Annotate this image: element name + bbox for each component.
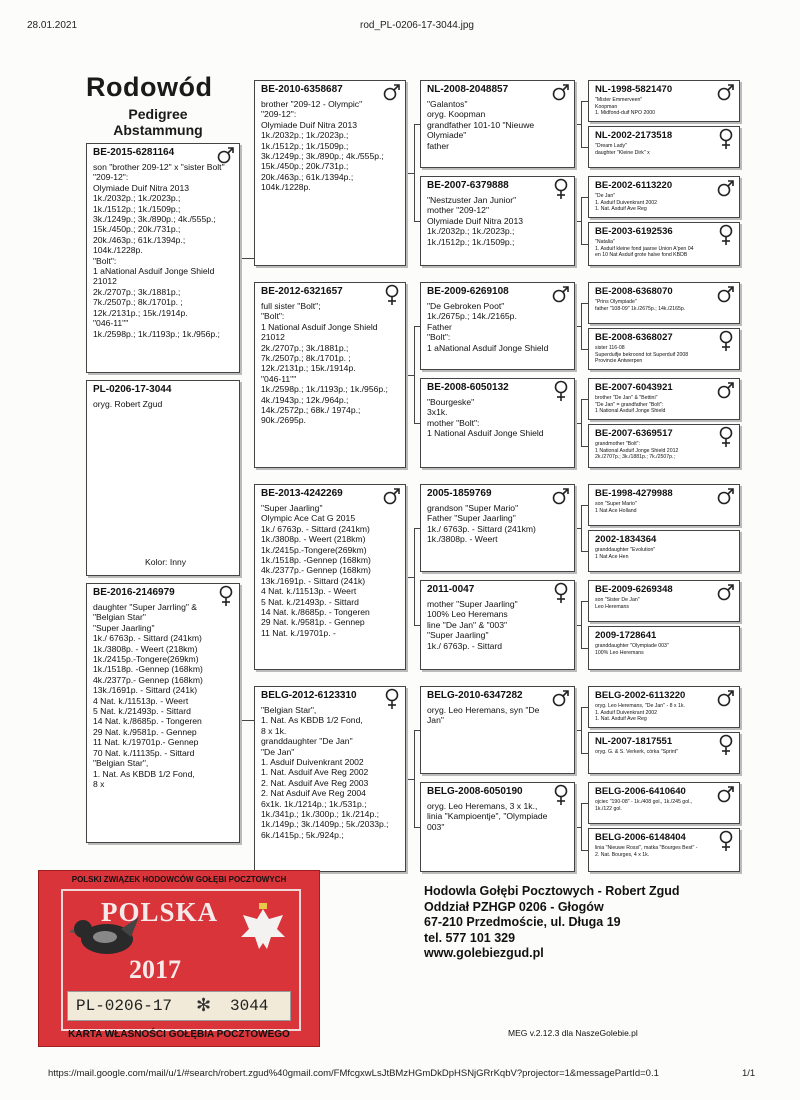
box-description: granddaughter "Olympiade 003" 100% Leo Heremans (595, 643, 669, 656)
connector-line (581, 101, 588, 102)
female-icon (383, 284, 401, 306)
connector-line (581, 505, 582, 551)
ring-number: BE-2008-6368070 (595, 286, 673, 297)
ring-prefix: PL-0206-17 (76, 997, 173, 1015)
pedigree-box-self (86, 380, 240, 576)
female-icon (717, 330, 735, 352)
pedigree-box-gen4-16 (588, 828, 740, 872)
connector-line (581, 707, 582, 753)
box-description: son "brother 209-12" x "sister Bolt" "209-12": Olymiade Duif Nitra 2013 1k./2032p.; 1k./2023p.; 1k./1512p.; 1k./1509p.; 3k./1249p.; 3k./890p.; 4k./555p.; 15k./450p.; 20k./731p.; 20k./463p.; 61k./1394p.; 104k./1228p. "Bolt": 1 aNational Asduif Jonge Shield 21012 2k./2707p.; 3k./1881p.; 7k./2507p.; 8k./1701p. ; 12k./2131p.; 15k./1914p. "046-11"" 1k./2598p.; 1k./1193p.; 1k./956p.; (93, 162, 225, 339)
pedigree-box-gen3-7 (420, 686, 575, 774)
pedigree-box-gen4-15 (588, 782, 740, 824)
connector-line (581, 648, 588, 649)
connector-line (406, 779, 414, 780)
pedigree-box-gen4-10 (588, 530, 740, 572)
color-label: Kolor: Inny (145, 557, 187, 567)
ring-number: BELG-2010-6347282 (427, 690, 523, 701)
ring-number: BELG-2012-6123310 (261, 690, 357, 701)
card-country: POLSKA (101, 897, 219, 927)
box-description: "Prins Olympiade" father "108-09" 1k./2675p.; 14k./2165p. (595, 299, 686, 312)
box-description: "Super Jaarling" Olympic Ace Cat G 2015 1k./ 6763p. - Sittard (241km) 1k./3808p. - Weert (218km) 1k./2415p.-Tongere(269km) 1k./1518p. -Gennep (168km) 4k./2377p.- Gennep (168km) 13k./1691p. - Sittard (241k) 4 Nat. k./11513p. - Weert 5 Nat. k./21493p. - Sittard 14 Nat. k./8685p. - Tongeren 29 Nat. k./9581p. - Gennep 11 Nat. k./19701p. - (261, 503, 371, 638)
ring-number: BELG-2006-6148404 (595, 832, 686, 843)
pedigree-box-grandsire-2 (254, 484, 406, 670)
box-description: "De Jan" 1. Asduif Duivenkrant 2002 1. Nat. Asduif Ave Reg (595, 193, 658, 213)
male-icon (717, 284, 735, 306)
connector-line (581, 147, 588, 148)
ring-number: 2011-0047 (427, 584, 475, 595)
male-icon (552, 284, 570, 306)
card-year: 2017 (129, 955, 181, 984)
connector-line (414, 528, 415, 625)
male-icon (717, 486, 735, 508)
female-icon (217, 585, 235, 607)
female-icon (717, 830, 735, 852)
male-icon (717, 178, 735, 200)
box-description: "Galantos" oryg. Koopman grandfather 101-10 "Nieuwe Olymiade" father (427, 99, 535, 151)
ring-number: BE-2008-6050132 (427, 382, 509, 393)
ring-number: BE-2003-6192536 (595, 226, 673, 237)
connector-line (581, 803, 582, 850)
connector-line (581, 850, 588, 851)
connector-line (240, 720, 254, 721)
connector-line (581, 197, 588, 198)
pedigree-box-granddam-1 (254, 282, 406, 468)
ring-number: BE-2015-6281164 (93, 147, 175, 158)
box-description: brother "De Jan" & "Bettini" "De Jan" = grandfather "Bolt": 1 National Asduif Jonge Shield (595, 395, 666, 415)
box-description: granddaughter "Evolution" 1 Nat Ace Hen (595, 547, 656, 560)
pedigree-box-gen4-1 (588, 80, 740, 122)
box-description: brother "209-12 - Olympic" "209-12": Olymiade Duif Nitra 2013 1k./2032p.; 1k./2023p.; 1k./1512p.; 1k./1509p.; 3k./1249p.; 3k./890p.; 4k./555p.; 15k./450p.; 20k./731p.; 20k./463p.; 61k./1394p.; 104k./1228p. (261, 99, 384, 193)
connector-line (581, 446, 588, 447)
ring-number: BE-2007-6369517 (595, 428, 673, 439)
connector-line (414, 124, 415, 221)
ring-number: 2002-1834364 (595, 534, 657, 545)
pedigree-box-granddam-2 (254, 686, 406, 872)
connector-line (581, 601, 588, 602)
female-icon (552, 784, 570, 806)
breeder-phone: tel. 577 101 329 (424, 930, 516, 945)
box-description: ojciec "190-08" - 1k./408 gol., 1k./245 gol., 1k./122 gol. (595, 799, 693, 812)
male-icon (717, 784, 735, 806)
connector-line (581, 399, 588, 400)
ownership-card (38, 870, 320, 1047)
male-icon (383, 82, 401, 104)
pedigree-box-gen4-4 (588, 222, 740, 266)
pedigree-box-gen3-2 (420, 176, 575, 266)
pedigree-box-gen4-13 (588, 686, 740, 728)
ring-number: BE-2002-6113220 (595, 180, 673, 191)
box-description: son "Super Mario" 1 Nat Ace Holland (595, 501, 637, 514)
card-inner-frame (61, 889, 301, 1031)
connector-line (581, 707, 588, 708)
pedigree-subtitle-de: Abstammung (113, 122, 203, 138)
ring-number: BE-2009-6269108 (427, 286, 509, 297)
female-icon (717, 128, 735, 150)
box-description: oryg. Robert Zgud (93, 399, 163, 409)
pedigree-box-gen4-2 (588, 126, 740, 168)
box-description: oryg. G. & S. Verkerk, córka "Sprint" (595, 749, 678, 755)
female-icon (717, 426, 735, 448)
connector-line (581, 803, 588, 804)
card-top-caption: POLSKI ZWIĄZEK HODOWCÓW GOŁĘBI POCZTOWYCH (71, 875, 287, 884)
ring-number: 2009-1728641 (595, 630, 657, 641)
pedigree-box-gen4-9 (588, 484, 740, 526)
male-icon (552, 486, 570, 508)
pedigree-box-dam (86, 583, 240, 843)
connector-line (406, 375, 414, 376)
ring-number: NL-1998-5821470 (595, 84, 673, 95)
breeder-info (424, 884, 680, 962)
male-icon (552, 688, 570, 710)
connector-line (581, 505, 588, 506)
connector-line (581, 303, 582, 349)
ring-number: BE-2008-6368027 (595, 332, 673, 343)
pedigree-title: Rodowód (86, 72, 213, 102)
card-bottom-caption: KARTA WŁASNOŚCI GOŁĘBIA POCZTOWEGO (68, 1029, 290, 1040)
male-icon (217, 145, 235, 167)
box-description: linia "Nieuwe Rossi", matka "Bourges Best" - 2. Nat. Bourges, 4 x 1k. (595, 845, 698, 858)
male-icon (552, 82, 570, 104)
box-description: oryg. Leo Heremans, syn "De Jan" (427, 705, 540, 726)
female-icon (552, 178, 570, 200)
ring-number: BELG-2006-6410640 (595, 786, 686, 797)
box-description: "Belgian Star", 1. Nat. As KBDB 1/2 Fond, 8 x 1k. granddaughter "De Jan" "De Jan" 1. Asduif Duivenkrant 2002 1. Nat. Asduif Ave Reg 2002 2. Nat. Asduif Ave Reg 2003 2. Nat Asduif Ave Reg 2004 6x1k. 1k./1214p.; 1k./531p.; 1k./341p.; 1k./300p.; 1k./214p.; 1k./149p.; 3k./1409p.; 5k./2033p.; 6k./1415p.; 5k./924p.; (261, 705, 389, 840)
box-description: grandson "Super Mario" Father "Super Jaarling" 1k./ 6763p. - Sittard (241km) 1k./3808p. - Weert (427, 503, 536, 545)
ring-plate (67, 991, 291, 1021)
male-icon (383, 486, 401, 508)
ring-number: BE-2010-6358687 (261, 84, 343, 95)
ring-number: BE-2007-6043921 (595, 382, 673, 393)
software-version: MEG v.2.12.3 dla NaszeGolebie.pl (508, 1028, 638, 1038)
connector-line (414, 326, 415, 423)
connector-line (581, 753, 588, 754)
ring-number: BELG-2008-6050190 (427, 786, 523, 797)
ring-number: NL-2002-2173518 (595, 130, 673, 141)
box-description: daughter "Super Jarrling" & "Belgian Star" "Super Jaarling" 1k./ 6763p. - Sittard (241km) 1k./3808p. - Weert (218km) 1k./2415p.-Tongere(269km) 1k./1518p. -Gennep (168km) 4k./2377p.- Gennep (168km) 13k./1691p. - Sittard (241k) 4 Nat. k./11513p. - Weert 5 Nat. k./21493p. - Sittard 14 Nat. k./8685p. - Tongeren 29 Nat. k./9581p. - Gennep 11 Nat. k./19701p.- Gennep 70 Nat. k./11135p. - Sittard "Belgian Star", 1. Nat. As KBDB 1/2 Fond, 8 x (93, 602, 203, 789)
connector-line (240, 258, 254, 259)
ring-number: BELG-2002-6113220 (595, 690, 686, 701)
pedigree-box-gen4-8 (588, 424, 740, 468)
male-icon (717, 380, 735, 402)
female-icon (717, 734, 735, 756)
connector-line (406, 173, 414, 174)
ring-number: BE-2007-6379888 (427, 180, 509, 191)
male-icon (717, 688, 735, 710)
box-description: oryg. Leo Heremans, "De Jan" - 8 x 1k. 1. Asduif Duivenkrant 2002 1. Nat. Asduif Ave Reg (595, 703, 685, 723)
pedigree-box-gen3-3 (420, 282, 575, 370)
box-description: grandmother "Bolt": 1 National Asduif Jonge Shield 2012 2k./2707p.; 3k./1881p.; 7k./2507p.; (595, 441, 679, 461)
footer-page: 1/1 (742, 1068, 756, 1079)
pedigree-box-gen4-14 (588, 732, 740, 774)
connector-line (581, 399, 582, 446)
breeder-branch: Oddział PZHGP 0206 - Głogów (424, 899, 604, 914)
breeder-address: 67-210 Przedmoście, ul. Długa 19 (424, 915, 621, 929)
box-description: son "Sister De Jan" Leo Heremans (595, 597, 640, 610)
connector-line (581, 197, 582, 244)
box-description: mother "Super Jaarling" 100% Leo Heremans line "De Jan" & "003" "Super Jaarling" 1k./ 6763p. - Sittard (427, 599, 518, 651)
pedigree-box-gen3-6 (420, 580, 575, 670)
ring-number: 2005-1859769 (427, 488, 492, 499)
box-description: sister 116-08 Superduifje bekroond tot Superduif 2008 Provincie Antwerpen (595, 345, 689, 365)
breeder-website: www.golebiezgud.pl (424, 946, 544, 960)
pedigree-box-grandsire-1 (254, 80, 406, 266)
ring-number: BE-2012-6321657 (261, 286, 343, 297)
white-eagle-icon (235, 899, 291, 965)
pedigree-box-gen3-5 (420, 484, 575, 572)
connector-line (581, 303, 588, 304)
pedigree-box-gen4-7 (588, 378, 740, 420)
footer-url: https://mail.google.com/mail/u/1/#search/robert.zgud%40gmail.com/FMfcgxwLsJtBMzHGmDkDpHSNjGRrKqbV?projector=1&messagePartId=0.1 (48, 1068, 659, 1079)
connector-line (581, 601, 582, 648)
ring-number: BE-1998-4279988 (595, 488, 673, 499)
box-description: "Bourgeske" 3x1k. mother "Bolt": 1 National Asduif Jonge Shield (427, 397, 544, 439)
connector-line (414, 730, 415, 827)
male-icon (717, 82, 735, 104)
pedigree-box-sire (86, 143, 240, 373)
female-icon (717, 224, 735, 246)
pedigree-box-gen3-4 (420, 378, 575, 468)
box-description: "Nestzuster Jan Junior" mother "209-12" Olymiade Duif Nitra 2013 1k./2032p.; 1k./2023p.; 1k./1512p.; 1k./1509p.; (427, 195, 524, 247)
box-description: "Mister Emmerveen" Koopman 1. Midfond-duif NPO 2000 (595, 97, 655, 117)
ring-number: NL-2007-1817551 (595, 736, 673, 747)
female-icon (552, 380, 570, 402)
print-date: 28.01.2021 (27, 20, 78, 31)
star-icon: ✻ (196, 995, 212, 1015)
female-icon (552, 582, 570, 604)
male-icon (717, 582, 735, 604)
connector-line (581, 349, 588, 350)
box-description: full sister "Bolt"; "Bolt": 1 National Asduif Jonge Shield 21012 2k./2707p.; 3k./1881p.; 7k./2507p.; 8k./1701p. ; 12k./2131p.; 15k./1914p. "046-11"" 1k./2598p.; 1k./1193p.; 1k./956p.; 4k./1943p.; 12k./964p.; 14k./2572p.; 68k./ 1974p.; 90k./2695p. (261, 301, 388, 426)
pedigree-subtitle-en: Pedigree (128, 106, 188, 122)
pedigree-box-gen4-11 (588, 580, 740, 622)
pedigree-box-gen4-3 (588, 176, 740, 218)
pedigree-box-gen3-1 (420, 80, 575, 168)
ring-number: BE-2009-6269348 (595, 584, 673, 595)
box-description: oryg. Leo Heremans, 3 x 1k., linia "Kampioentje", "Olympiade 003" (427, 801, 548, 832)
breeder-name: Hodowla Gołębi Pocztowych - Robert Zgud (424, 884, 680, 898)
box-description: "Dream Lady" daughter "Kleine Dirk" x (595, 143, 650, 156)
connector-line (581, 551, 588, 552)
ring-number: BE-2013-4242269 (261, 488, 343, 499)
ring-number: NL-2008-2048857 (427, 84, 509, 95)
box-description: "De Gebroken Poot" 1k./2675p.; 14k./2165p. Father "Bolt": 1 aNational Asduif Jonge Shield (427, 301, 549, 353)
ring-number: BE-2016-2146979 (93, 587, 175, 598)
pedigree-box-gen4-6 (588, 328, 740, 370)
connector-line (581, 244, 588, 245)
ring-number: PL-0206-17-3044 (93, 384, 172, 395)
pedigree-box-gen3-8 (420, 782, 575, 872)
ring-number-card: 3044 (230, 997, 269, 1015)
pedigree-box-gen4-5 (588, 282, 740, 324)
box-description: "Natalia" 1. Asduif kleine fond jaarse Union A'pen 04 en 10 Nat Asduif grote halve fond KBDB (595, 239, 694, 259)
connector-line (406, 577, 414, 578)
female-icon (383, 688, 401, 710)
pedigree-box-gen4-12 (588, 626, 740, 670)
connector-line (581, 101, 582, 147)
print-filename: rod_PL-0206-17-3044.jpg (360, 20, 474, 31)
